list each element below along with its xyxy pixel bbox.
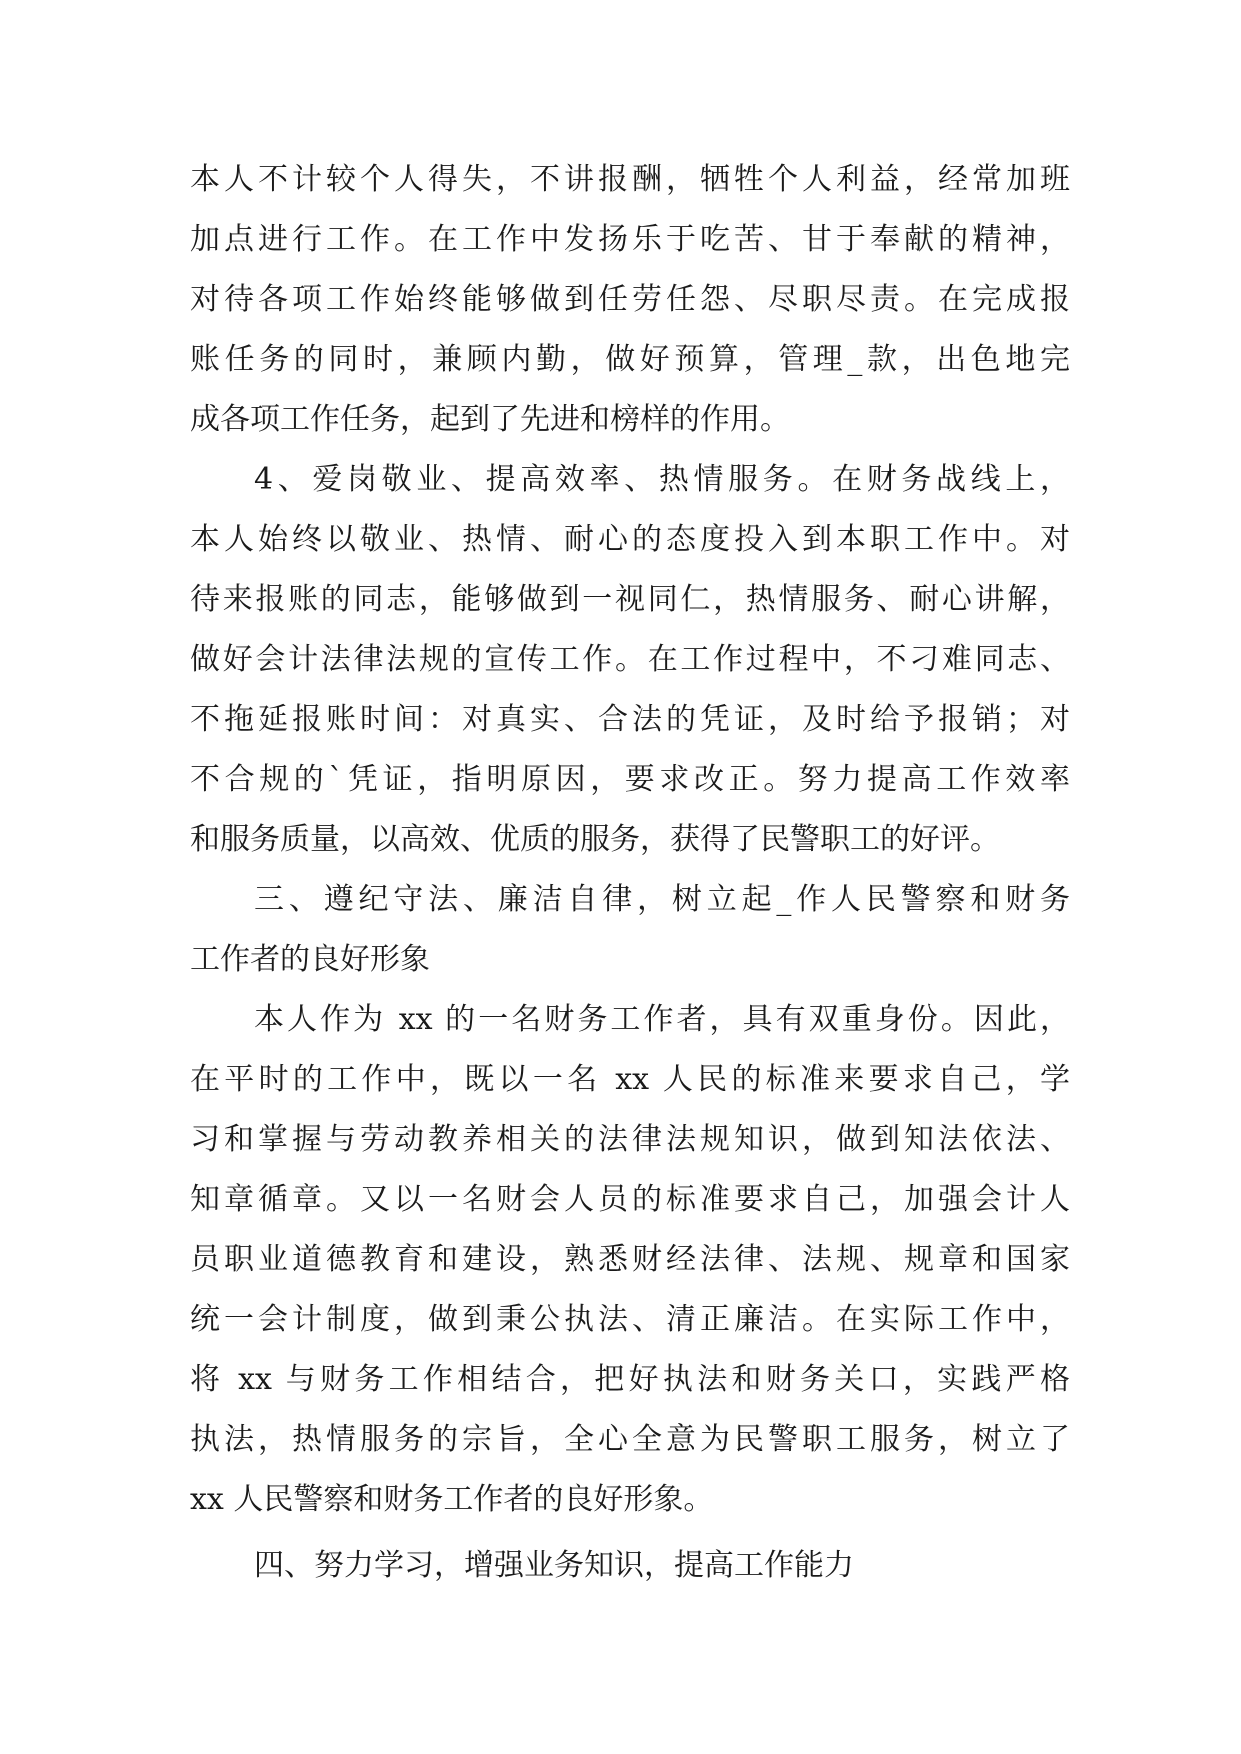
paragraph-line: xx 人民警察和财务工作者的良好形象。 <box>190 1482 714 1517</box>
paragraph-line: 待来报账的同志，能够做到一视同仁，热情服务、耐心讲解， <box>190 582 1070 617</box>
paragraph-line: 做好会计法律法规的宣传工作。在工作过程中，不刁难同志、 <box>190 642 1070 677</box>
paragraph-line: 不拖延报账时间：对真实、合法的凭证，及时给予报销；对 <box>190 702 1070 737</box>
paragraph-line: 统一会计制度，做到秉公执法、清正廉洁。在实际工作中， <box>190 1302 1070 1337</box>
paragraph-line: 执法，热情服务的宗旨，全心全意为民警职工服务，树立了 <box>190 1422 1070 1457</box>
paragraph-line: 不合规的`凭证，指明原因，要求改正。努力提高工作效率 <box>190 762 1070 797</box>
paragraph-line: 加点进行工作。在工作中发扬乐于吃苦、甘于奉献的精神， <box>190 222 1070 257</box>
paragraph-line: 本人作为 xx 的一名财务工作者，具有双重身份。因此， <box>254 1002 1070 1037</box>
paragraph-line: 和服务质量，以高效、优质的服务，获得了民警职工的好评。 <box>190 822 1000 857</box>
paragraph-line: 本人不计较个人得失，不讲报酬，牺牲个人利益，经常加班 <box>190 162 1070 197</box>
document-body <box>190 150 1070 1596</box>
paragraph-line: 本人始终以敬业、热情、耐心的态度投入到本职工作中。对 <box>190 522 1070 557</box>
section-item-heading: 4、爱岗敬业、提高效率、热情服务。在财务战线上， <box>254 462 1070 497</box>
paragraph-line: 员职业道德教育和建设，熟悉财经法律、法规、规章和国家 <box>190 1242 1070 1277</box>
paragraph-line: 账任务的同时，兼顾内勤，做好预算，管理_款，出色地完 <box>190 342 1070 377</box>
section-heading: 四、努力学习，增强业务知识，提高工作能力 <box>254 1548 854 1583</box>
section-heading: 三、遵纪守法、廉洁自律，树立起_作人民警察和财务 <box>254 882 1070 917</box>
paragraph-line: 知章循章。又以一名财会人员的标准要求自己，加强会计人 <box>190 1182 1070 1217</box>
paragraph-line: 在平时的工作中，既以一名 xx 人民的标准来要求自己，学 <box>190 1062 1070 1097</box>
paragraph-line: 习和掌握与劳动教养相关的法律法规知识，做到知法依法、 <box>190 1122 1070 1157</box>
paragraph-line: 成各项工作任务，起到了先进和榜样的作用。 <box>190 402 790 437</box>
paragraph-line: 将 xx 与财务工作相结合，把好执法和财务关口，实践严格 <box>190 1362 1070 1397</box>
section-heading-continued: 工作者的良好形象 <box>190 942 430 977</box>
paragraph-line: 对待各项工作始终能够做到任劳任怨、尽职尽责。在完成报 <box>190 282 1070 317</box>
